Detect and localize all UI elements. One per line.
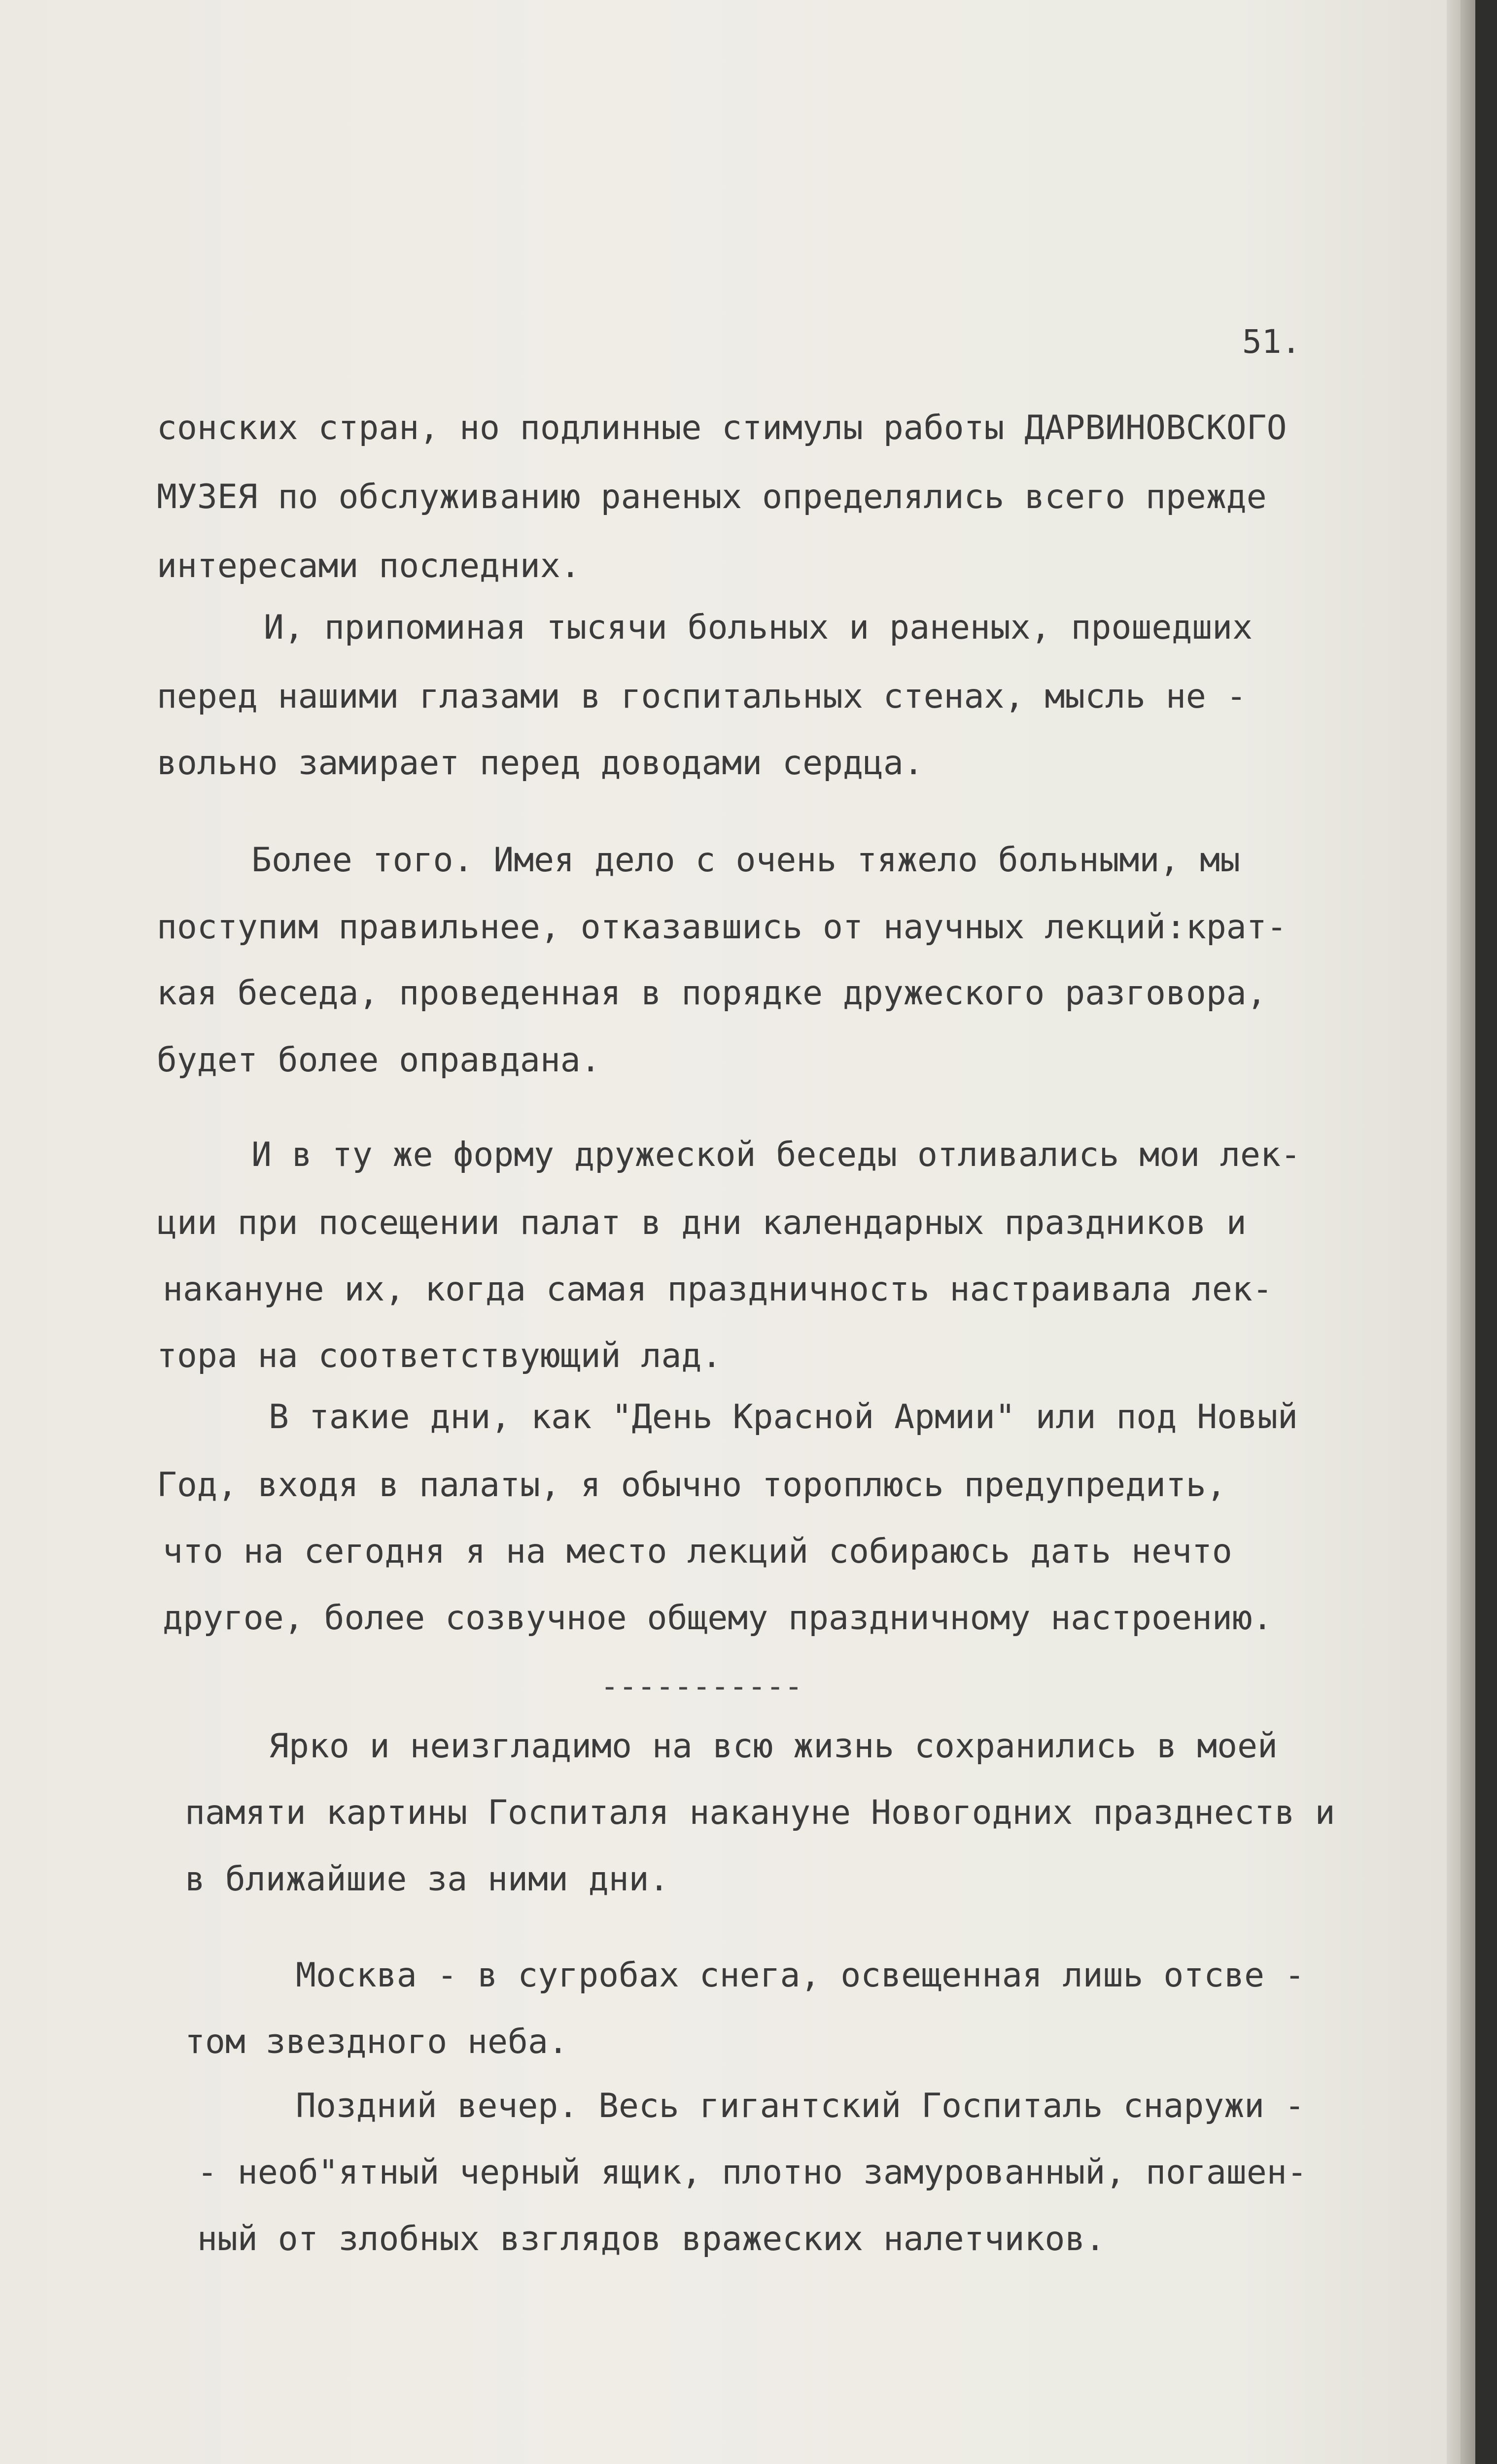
text-line: Год, входя в палаты, я обычно тороплюсь предупредить, [157,1466,1226,1505]
background-strip [1475,0,1497,2464]
text-line: Поздний вечер. Весь гигантский Госпиталь снаружи - [296,2087,1305,2125]
text-line: в ближайшие за ними дни. [185,1860,669,1899]
text-line: Ярко и неизгладимо на всю жизнь сохранились в моей [269,1727,1278,1766]
text-line: Более того. Имея дело с очень тяжело больными, мы [251,841,1241,880]
text-line: - необ"ятный черный ящик, плотно замурованный, погашен- [197,2153,1307,2192]
text-line: МУЗЕЯ по обслуживанию раненых определялись всего прежде [157,478,1267,516]
text-line: перед нашими глазами в госпитальных стенах, мысль не - [157,677,1247,716]
text-line: тора на соответствующий лад. [157,1336,722,1375]
section-divider: ----------- [600,1668,803,1704]
text-line: накануне их, когда самая праздничность настраивала лек- [163,1270,1273,1309]
text-line: другое, более созвучное общему праздничному настроению. [163,1599,1273,1638]
page-edge-shadow [1461,0,1475,2464]
text-line: том звездного неба. [185,2022,568,2061]
text-line: ции при посещении палат в дни календарных праздников и [157,1203,1247,1242]
text-line: И, припоминая тысячи больных и раненых, прошедших [264,608,1253,647]
text-line: Москва - в сугробах снега, освещенная лишь отсве - [296,1956,1305,1995]
text-line: будет более оправдана. [157,1041,601,1080]
text-line: И в ту же форму дружеской беседы отливались мои лек- [251,1135,1301,1174]
text-line: поступим правильнее, отказавшись от научных лекций:крат- [157,908,1287,947]
text-line: кая беседа, проведенная в порядке дружеского разговора, [157,974,1267,1013]
text-line: памяти картины Госпиталя накануне Новогодних празднеств и [185,1793,1335,1832]
text-line: ный от злобных взглядов вражеских налетчиков. [197,2220,1106,2259]
page-number: 51. [1242,323,1301,361]
text-line: В такие дни, как "День Красной Армии" или под Новый [269,1398,1298,1437]
text-line: что на сегодня я на место лекций собираюсь дать нечто [163,1532,1232,1571]
text-line: интересами последних. [157,547,581,585]
text-line: вольно замирает перед доводами сердца. [157,744,924,783]
text-line: сонских стран, но подлинные стимулы работы ДАРВИНОВСКОГО [157,409,1287,447]
page-edge [1447,0,1461,2464]
